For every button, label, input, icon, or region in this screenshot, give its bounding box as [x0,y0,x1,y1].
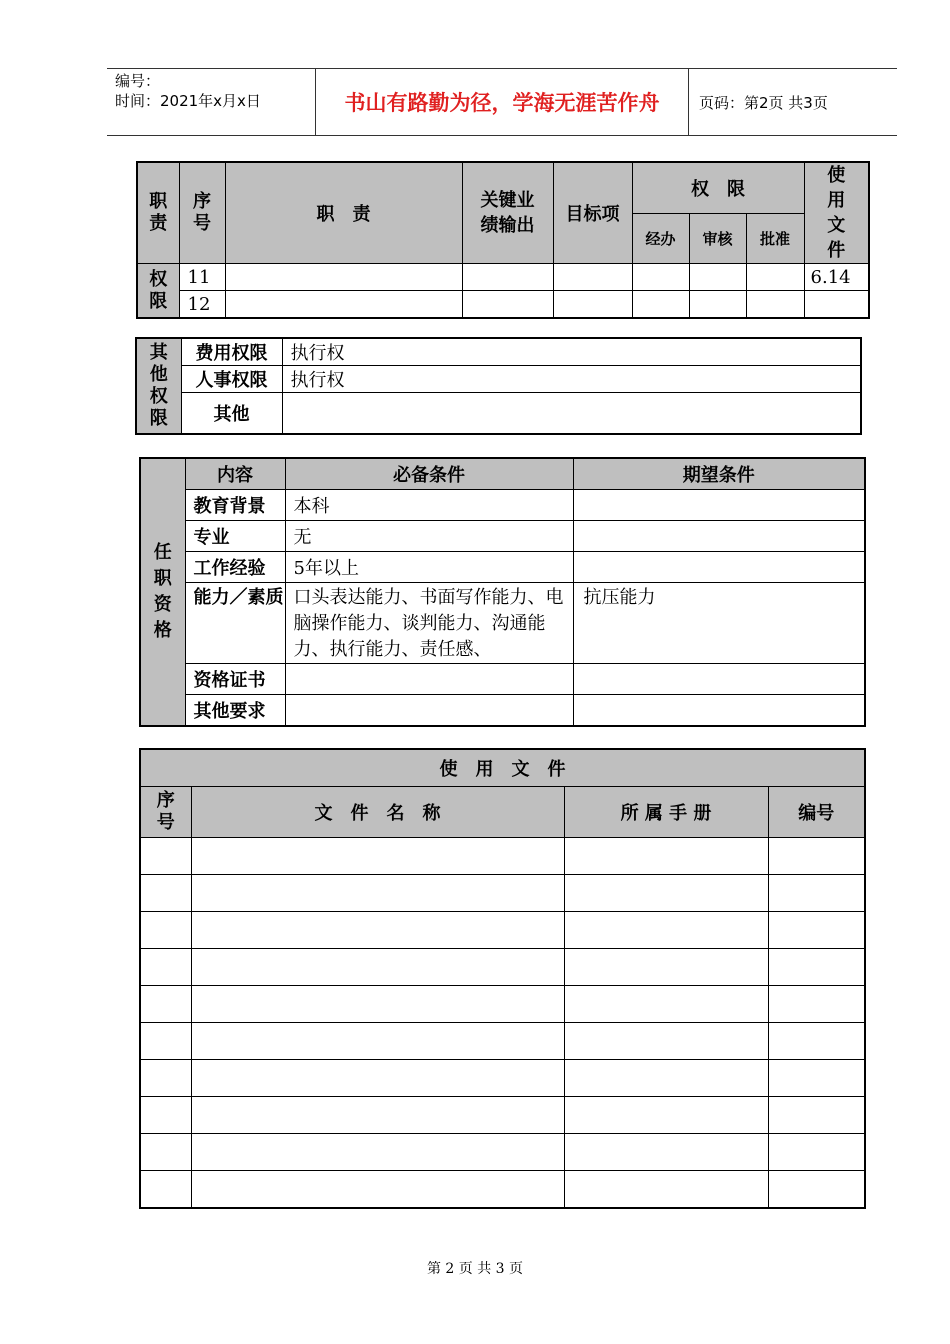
doc-name-cell [191,838,564,875]
doc-name-cell [191,1134,564,1171]
other-authority-title: 其他权限 [136,338,181,434]
qualification-required [285,695,573,727]
target-cell [553,264,632,291]
table-row [137,291,869,319]
doc-manual-cell [564,912,768,949]
qualification-expected [573,695,865,727]
other-authority-table [135,337,862,435]
doc-number-header: 编号 [768,787,865,838]
documents-title: 使 用 文 件 [140,749,865,787]
authority-value: 执行权 [282,338,861,366]
table-row [140,1134,865,1171]
doc-seq-cell [140,1060,191,1097]
doc-seq-cell [140,986,191,1023]
review-cell [689,264,746,291]
qualifications-table [139,457,866,727]
table-row [137,264,869,291]
table-row [140,1060,865,1097]
seq-cell: 11 [179,264,225,291]
doc-manual-cell [564,1097,768,1134]
doc-manual-cell [564,1023,768,1060]
doc-number-cell [768,875,865,912]
doc-name-cell [191,1060,564,1097]
table-row [140,521,865,552]
qualification-required: 本科 [285,490,573,521]
duty-cell [225,291,462,319]
table-row [140,838,865,875]
doc-number-cell [768,949,865,986]
qualifications-title: 任职资格 [140,458,185,726]
doc-name-cell [191,875,564,912]
duty-cell [225,264,462,291]
doc-number-cell [768,912,865,949]
table-row [140,875,865,912]
doc-seq-header: 序号 [140,787,191,838]
table-row [140,986,865,1023]
expected-header: 期望条件 [573,458,865,490]
authority-value [282,393,861,435]
docs-cell: 6.14 [804,264,869,291]
target-header: 目标项 [553,162,632,264]
qualification-expected [573,521,865,552]
doc-number-cell [768,1134,865,1171]
doc-seq-cell [140,1134,191,1171]
table-row [140,552,865,583]
doc-manual-cell [564,1060,768,1097]
authority-label: 费用权限 [181,338,282,366]
doc-seq-cell [140,1171,191,1209]
doc-number-cell [768,838,865,875]
required-header: 必备条件 [285,458,573,490]
doc-seq-cell [140,912,191,949]
table-row [136,393,861,435]
doc-manual-cell [564,1134,768,1171]
authority-group-label: 权限 [137,264,179,319]
seq-cell: 12 [179,291,225,319]
docs-header: 使用文件 [804,162,869,264]
table-row [140,490,865,521]
key-output-header: 关键业绩输出 [462,162,553,264]
doc-number-cell [768,1171,865,1209]
qualification-content: 其他要求 [185,695,285,727]
approve-header: 批准 [746,213,804,263]
qualification-expected [573,490,865,521]
doc-seq-cell [140,1023,191,1060]
handle-header: 经办 [632,213,689,263]
handle-cell [632,264,689,291]
approve-cell [746,291,804,319]
doc-manual-cell [564,986,768,1023]
table-row [136,366,861,393]
review-header: 审核 [689,213,746,263]
target-cell [553,291,632,319]
qualification-content: 能力／素质 [185,583,285,664]
header-motto: 书山有路勤为径，学海无涯苦作舟 [316,69,689,136]
table-row [140,695,865,727]
qualification-required: 5年以上 [285,552,573,583]
doc-manual-cell [564,838,768,875]
content-header: 内容 [185,458,285,490]
duty-header: 职 责 [225,162,462,264]
qualification-required: 无 [285,521,573,552]
table-row [140,1023,865,1060]
duty-group-header: 职责 [137,162,179,264]
table-row [140,1097,865,1134]
document-time-label: 时间：2021年x月x日 [115,92,261,110]
documents-body [140,838,865,1209]
qualification-content: 工作经验 [185,552,285,583]
doc-name-header: 文 件 名 称 [191,787,564,838]
seq-header: 序号 [179,162,225,264]
table-row [140,664,865,695]
table-row [140,1171,865,1209]
table-row [140,912,865,949]
authority-label: 人事权限 [181,366,282,393]
qualification-content: 教育背景 [185,490,285,521]
authority-value: 执行权 [282,366,861,393]
doc-manual-cell [564,1171,768,1209]
qualification-content: 专业 [185,521,285,552]
header-meta [107,69,316,136]
doc-name-cell [191,949,564,986]
qualification-required: 口头表达能力、书面写作能力、电脑操作能力、谈判能力、沟通能力、执行能力、责任感、 [285,583,573,664]
doc-name-cell [191,1171,564,1209]
doc-name-cell [191,986,564,1023]
document-number-label: 编号： [115,72,161,90]
table-row [140,583,865,664]
doc-seq-cell [140,949,191,986]
table-row [140,949,865,986]
doc-manual-cell [564,949,768,986]
qualification-expected [573,552,865,583]
doc-number-cell [768,986,865,1023]
doc-number-cell [768,1023,865,1060]
header-page-label: 页码：第2页 共3页 [699,93,828,112]
doc-seq-cell [140,875,191,912]
duty-table [136,161,870,319]
key-output-cell [462,291,553,319]
doc-number-cell [768,1097,865,1134]
doc-manual-header: 所 属 手 册 [564,787,768,838]
doc-seq-cell [140,1097,191,1134]
authority-label: 其他 [181,393,282,435]
handle-cell [632,291,689,319]
qualification-required [285,664,573,695]
page-footer: 第 2 页 共 3 页 [426,1261,524,1277]
doc-name-cell [191,1023,564,1060]
review-cell [689,291,746,319]
approve-cell [746,264,804,291]
doc-number-cell [768,1060,865,1097]
authority-header: 权 限 [632,162,804,213]
qualification-content: 资格证书 [185,664,285,695]
documents-table [139,748,866,1209]
key-output-cell [462,264,553,291]
qualification-expected [573,664,865,695]
docs-cell [804,291,869,319]
doc-manual-cell [564,875,768,912]
table-row [136,338,861,366]
doc-seq-cell [140,838,191,875]
doc-name-cell [191,1097,564,1134]
page-header [107,68,897,136]
doc-name-cell [191,912,564,949]
qualification-expected: 抗压能力 [573,583,865,664]
